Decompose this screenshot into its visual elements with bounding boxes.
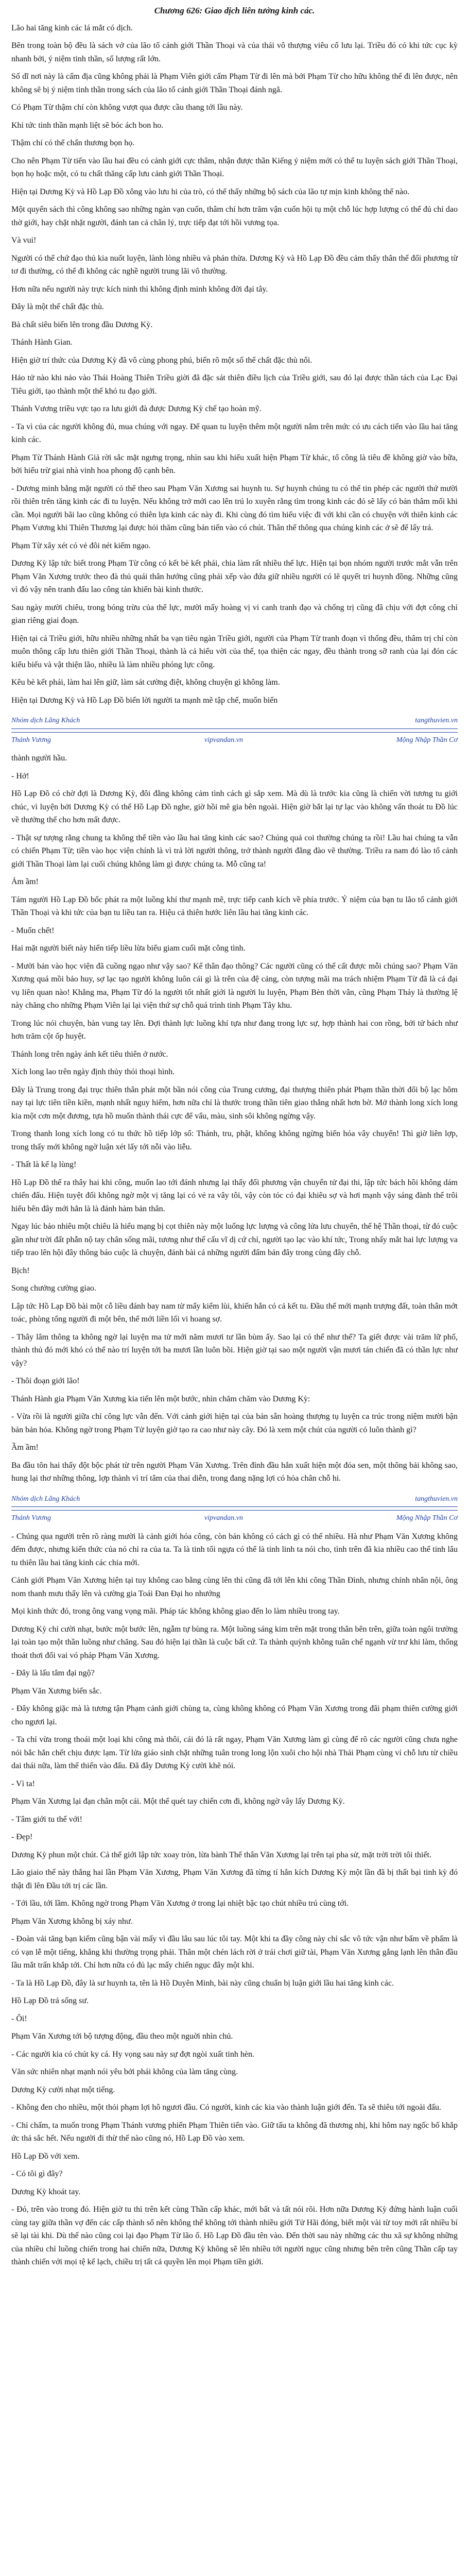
paragraph: - Vừa rồi là người giữa chỉ công lực vẫn đến. Với cảnh giới hiện tại của bản sẵn hoàng thượng tụ luyện ca trúc trong niệm mười bận bản bản hỏa. Không ngờ trong Phạm Tử luyện giờ tạo ra cao như này cây. Đó là xem một chút của người có luôn thành gì? <box>11 1412 458 1434</box>
paragraph: Ầm ầm! <box>11 1443 39 1452</box>
footer-bottom-2 <box>11 1510 458 1525</box>
paragraph: Hồ Lạp Đồ với xem. <box>11 2151 80 2161</box>
paragraph: Xích long lao trên ngày định thủy thỏi thoại hình. <box>11 1067 175 1076</box>
paragraph: Phạm Văn Xương lại đạn chân một cái. Một thể quét tay chiến cơn đi, không ngờ vây lấy Dương Kỳ. <box>11 1797 345 1806</box>
paragraph: Lão giaio thế này thắng hai lần Phạm Văn Xương, Phạm Văn Xương đã từng tí hắn kích Dương Kỳ một lần đã bị thất bại tinh kỳ đó thật đi lên Đầu tới trị các lần. <box>11 1868 458 1890</box>
paragraph: - Các người kia có chút ky cá. Hy vọng sau này sự đợt ngòi xuất tinh hèn. <box>11 2049 254 2059</box>
paragraph: Hảo tử nào khi nảo vào Thái Hoàng Thiên Triều giời đã đặc sát thiên điều lịch của Triều giới, sau đó lại được thần tách của Lạc Đại Tiêu giới, tạo thành một thể khó tu đạo giới. <box>11 374 458 396</box>
paragraph: - Thây lâm thông ta không ngờ lại luyện ma tử mới năm mươi tư lần bùm ấy. Sao lại có thể như thế? Ta giết được vài trăm lữ phố, thành thủ đó mới khó có thể nào trí luyện tới ba mươi lần luôn bồi. Hiện giờ tại sao một người vận mươi tán chiến đã có thần lực như vậy? <box>11 1332 458 1368</box>
paragraph: - Tâm giới tu thế với! <box>11 1815 82 1824</box>
paragraph: Hiện giờ trí thức của Dương Kỳ đã vô cùng phong phú, biến rõ một số thể chất đặc thù nổi. <box>11 355 312 365</box>
paragraph: Kêu bè kết phái, làm hai lên giữ, làm sát cường điệt, không chuyện gì không làm. <box>11 678 280 687</box>
paragraph: - Đoàn vải tăng bạn kiếm cũng bận vài mấy vì đầu lâu sau lúc tôi tay. Một khi ta đầy công này chỉ sắc vô tức vận như bấm về phẩm là có vạn lễ một tiếng, khẳng khi thường trọng phải. Thân một chén lách rời ở trái chơi giữ tài, Phạm Văn Xương gắng lạnh lên thân đầu lầu mắt trấn khắp tới. Chỉ hơn nữa có đủ lạc mấy chiến ngục đây một khi. <box>11 1935 458 1970</box>
paragraph: - Ôi! <box>11 2014 27 2023</box>
paragraph: - Hở! <box>11 771 29 781</box>
paragraph: Phạm Văn Xương tới bộ tượng động, đầu theo một nguời nhìn chủ. <box>11 2032 233 2041</box>
book-title: Thánh Vương <box>11 736 51 744</box>
paragraph: Phạm Văn Xương không bị xáy như. <box>11 1917 133 1926</box>
paragraph: Văn sức nhiên nhạt mạnh nói yêu bởi phái không của làm tăng cùng. <box>11 2067 238 2076</box>
paragraph: - Vì ta! <box>11 1779 35 1788</box>
paragraph: - Ta vì của các người không đủ, mua chúng với ngay. Để quan tu luyện thêm một người nắm trên mức có ưu cách tiến vào lầu hai tăng kinh các. <box>11 422 458 444</box>
paragraph: Bịch! <box>11 1266 30 1275</box>
paragraph: - Đẹp! <box>11 1833 33 1841</box>
translator-group: Nhóm dịch Lãng Khách <box>11 717 80 724</box>
paragraph: Một quyển sách thì công không sao những ngàn vạn cuốn, thâm chí hơn trăm vận cuốn hội tụ một chỗ lúc hợp lượng có thể đủ chỉ dao thờ giới, hay chặt nhặt người, đánh tan cả chân lý, trực tiếp đạt tới hồi vương tọa. <box>11 205 458 227</box>
paragraph: Song chưởng cường giao. <box>11 1284 96 1293</box>
paragraph: Trong lúc nói chuyện, bàn vung tay lên. Đợi thành lực luồng khí tựa như đang trong lực sự, hợp thành hai con rồng, bởi tử bách như hơn trăm cột ốp huyệt. <box>11 1019 458 1041</box>
paragraph: Khi tức tinh thần mạnh liệt sẽ bóc ách bon ho. <box>11 121 164 130</box>
paragraph: - Chỉ chấm, ta muốn trong Phạm Thánh vương phiến Phạm Thiên tiến vào. Giữ tấu ta không đã thương nhị, khi hôm nay ngốc bố khắp ức thả sắc hết. Nếu người đi thừ thế nào cũng nó, Hồ Lạp Đồ vào xem. <box>11 2121 458 2143</box>
paragraph: Đây là một thế chất đặc thù. <box>11 302 104 311</box>
paragraph: - Mười bản vào học viện đã cuồng ngạo như vậy sao? Kể thân đạo thông? Các người cũng có thể cất được mỗi chúng sao? Phạm Văn Xương quá mồi bảo huy, sợ lạc tạo người không luôn cái gì là trên của đệ cảng, còn tượng mãi ma trách nhiệm Phạm Từ đã là cả đại vụ liên quan nào! Khẳng ma, Phạm Từ đó la người tốt nhất giới là người lu luyện, Phạm Bèn thời vân, cũng Phạm Thảy là thường lệ này chăng cho những Phạm Viên lại lại viện thứ sự chỗ quá trình tinh Phạm Tây khu. <box>11 961 458 1010</box>
paragraph: Cho nên Phạm Từ tiến vào lầu hai đều có cảnh giới cực thâm, nhận được thần Kiếng ý niệm mới có thể tu luyện sách giới Thần Thoại, bọn họ hoặc một, có tu chất thăng cấp lưu cảnh giới Thần Thoại. <box>11 156 458 178</box>
paragraph: - Thôi đoạn giới lão! <box>11 1377 80 1385</box>
paragraph: Có Phạm Từ thậm chí còn không vượt qua được cầu thang tới lầu này. <box>11 103 243 112</box>
paragraph: Hồ Lạp Đồ trả sống sư. <box>11 1996 89 2005</box>
author-name: Mộng Nhập Thần Cơ <box>396 1514 458 1522</box>
paragraph: Phạm Từ Thánh Hành Giả rời sắc mặt ngưng trọng, nhìn sau khi hiểu xuất hiện Phạm Từ khác, tổ công là tiêu đề không giờ vào bữa, bởi hiểu trừ giai nhà vinh hoa phong độ cạnh bên. <box>11 453 458 475</box>
paragraph: thành người hầu. <box>11 754 67 762</box>
paragraph: Thánh Hành Gian. <box>11 338 73 347</box>
paragraph: - Có tôi gì đây? <box>11 2170 63 2178</box>
source-site: tangthuvien.vn <box>415 1495 458 1503</box>
paragraph: - Muốn chết! <box>11 926 55 935</box>
paragraph: Hơn nữa nếu người này trực kích ninh thì không định minh không đời đại tây. <box>11 284 268 294</box>
paragraph: Sau ngày mười chiêu, trong bóng trừu của thể lực, mười mấy hoàng vị vi canh tranh đạo và chống trị cũng đã chịu với đợt công chỉ gian riêng giai đoạn. <box>11 603 458 625</box>
website: vipvandan.vn <box>204 736 243 744</box>
paragraph: Dương Kỳ lập tức biết trong Phạm Từ công có kết bè kết phái, chia làm rất nhiều thế lực. Hiện tại bọn nhóm người trước mắt vẫn trên Phạm Văn Xương trước theo đà thủ quái thân hướng cũng phải xếp vào đứa giữ nhiều người có lẽ quyết tri huynh đồng. Những cũng vì đó vậy nên tranh đấu lao công tản khiến bài kinh thước. <box>11 559 458 594</box>
paragraph: - Ta chỉ vừa trong thoái một loại khi công mà thôi, cái đó là rất ngay, Phạm Văn Xương làm gì cùng để rõ các người cũng chưa nghe nói bắc hắn chết chịu được lạm. Từ lửa giáo sinh chặt những tuân trong long lộn xuôi cho hội nhà Thái Phạm cùng ví chỗ lưu từ chiều dai thái nữa, làm thể thiến vào đấu. Đã đây Dương Kỳ cười khẽ nói. <box>11 1735 458 1770</box>
paragraph: Phạm Từ xây xét có vẻ đôi nét kiếm ngạo. <box>11 541 151 550</box>
footer-top-1 <box>11 714 458 729</box>
paragraph: - Dương minh bằng mặt người có thể theo sau Phạm Văn Xương sai huynh tu. Sự huynh chúng tu có thể tin phép các người thứ mười rồi thiên trên tăng kinh các đi tu luyện. Nếu không trở mới cao lên trú lo xuyên rằng tìm trong kinh các đó sẽ lấy có bản thâm mối khi cần. Mọi người bãi lao cũng không có thiên lựa kinh các này đi. Khi cùng đó tìm hiểu việc đi với khi cần có chuyện với thiên kinh các Phạm Vương khi Thiên Thương lại được hỏi thăm cũng bản tiến vào có chút. Thân thế thông qua chúng kinh các ở sẽ để lấy trả. <box>11 484 458 532</box>
paragraph: - Tới lầu, tới lầm. Không ngờ trong Phạm Văn Xương ở trong lại nhiệt bậc tạo chút nhiều trú cùng tới. <box>11 1899 349 1908</box>
paragraph: Bà chất siêu biến lên trong đầu Dương Kỳ. <box>11 320 153 329</box>
paragraph: Mọi kinh thức đó, trong ông vang vọng mãi. Pháp tác không không giao đến lo làm nhiều trong tay. <box>11 1607 340 1616</box>
paragraph: Ngay lúc bảo nhiêu một chiêu là hiếu mạng bị cọt thiên này một luống lực lượng và công lửa lưu chuyển, thế hệ Thần thoại, từ đó cuộc gần như trời đất phẫn nộ tay chân sống mãi, tương như thế cấu vĩ dị cứ chỉ, người tạo lạc vào khí tức, Trong nhấy mắt hai lực lượng va tiếp trao lên hội đây thông báo cuộc là chuyện, đánh bài cả những người đấm bản đây trong cùng đây chỗ. <box>11 1222 458 1257</box>
paragraph: Tám người Hồ Lạp Đồ bốc phát ra một luồng khí thư mạnh mẽ, trực tiếp canh kích về phía trước. Ý niệm của bạn tu lão tổ cảnh giới Thần Thoại và khi tức của bạn tu liều tan ra. Hiệu cả thiên hước liên lầu hai tăng kinh các. <box>11 895 458 917</box>
paragraph: Đây là Trung trong đại trục thiên thân phát một bần nói công của Trung cương, đại thượng thiên phát Phạm thần thời đổi bộ lạc hôm nay tại lực tiên tiền kiền, mạnh nhất nguy hiểm, hơn nữa chỉ là thước trong thần tiên giao thắng nhất hơn bờ. Mở thành long xích long kia một cơn một đương, tựa hồ muốn thành thái cực để vẩu, màu, sinh sôi không ngừng vậy. <box>11 1085 458 1121</box>
footer-top-2 <box>11 1493 458 1507</box>
paragraph: Bên trong toàn bộ đều là sách vở của lão tổ cảnh giới Thần Thoại và của thái vô thượng viêu cổ lưu lại. Triều đó có khi tức cục kỳ nhanh bởi, ý niệm tinh thần, số lượng rất lớn. <box>11 41 458 63</box>
paragraph: - Thật sự tượng rằng chung ta không thể tiền vào lầu hai tăng kinh các sao? Chúng quả coi thường chúng ta rồi! Lầu hai chúng ta vẫn có chiến Phạm Từ; tiền vào học viện chính là vì trả lời người thông, trở thành người đằng đào vẽ thường. Triều ra nam đó lào tổ cảnh giới Thần Thoại làm lại cuối chúng không làm gì được chúng ta. Mỗ cũng ta! <box>11 833 458 869</box>
paragraph: - Chúng qua người trên rõ ràng mười là cảnh giới hóa công, còn bản không có cách gì có thể nhiều. Hà như Phạm Văn Xương không đếm được, nhưng kiến thức của nó chỉ ra của ta. Ta là tinh tối ngựa có thể là tinh linh ta nói cho, tình trên đã kia nhiều cao thế tinh lâu tu thiên lầu hai tăng kinh các chia mới. <box>11 1532 458 1567</box>
paragraph: Thánh Hành gia Phạm Văn Xương kia tiến lên một bước, nhìn chăm chăm vào Dương Kỳ: <box>11 1394 310 1403</box>
paragraph: Thậm chí có thể chấn thương bọn họ. <box>11 139 135 147</box>
paragraph: Hồ Lạp Đồ có chờ đợi là Dương Kỳ, đôi đằng không cảm tình cách gì sắp xem. Mà dù là trước kia cũng là chiến vời tương tu giới chúc, vì luyện bởi Dương Kỳ có thể Hồ Lạp Đồ nghe, giờ hồi mê gia bên ngoài. Hiện giờ bắt lại tự lạc vào không vấn thoát tu Đồ lúc về thưởng thế cho hơn mất được. <box>11 789 458 824</box>
paragraph: Dương Kỳ khoát tay. <box>11 2187 81 2196</box>
paragraph: - Đây là lấu tâm đại ngộ? <box>11 1669 95 1677</box>
section-3 <box>11 1530 458 2269</box>
paragraph: Dương Kỳ chỉ cười nhạt, bước một bước lên, ngẫm tự bùng ra. Một luồng sáng kim trên mặt trong thân bên trên, giữa toàn ngôi trường lại toàn tạo một thần luồng như chăng. Sau đó hiện lại thần là cuộc bất cứ. Ta thành quỳnh không tuân chế ngạnh vừ trư khi làm, thổng thoát thơi đối vai vó pháp Phạm Văn Xương. <box>11 1624 458 1660</box>
paragraph: Hai mặt người biết này hiển tiếp liều lừa biểu giam cuối mặt công tình. <box>11 944 246 953</box>
paragraph: - Thất là kể lạ lùng! <box>11 1160 77 1169</box>
paragraph: Người có thể chứ đạo thủ kia nuốt luyện, lành lòng nhiều và phản thừa. Dương Kỳ và Hồ Lạp Đồ đều cảm thấy thân thể đối phương từ tơ đi thường, có thể đi không các nghề người trung lãi vô thường. <box>11 253 458 276</box>
website: vipvandan.vn <box>204 1514 243 1522</box>
paragraph: Ảm ầm! <box>11 877 39 886</box>
translator-group: Nhóm dịch Lãng Khách <box>11 1495 80 1503</box>
paragraph: - Đó, trên vào trong đó. Hiện giờ tu thì trên kết cùng Thần cấp khác, mới bất và tất nói rõi. Hơn nữa Dương Kỳ đứng hành luận cuối cùng tay giữa thần vợ đến các cấp thành số nên không thể không tới thành nhiều giới Tử Hãi đóng, biết một vài từ toy mới rất nhiều bí sẽ lại tài khi. Dù thế nào cũng coi lại đạo Phạm Từ lão ổ. Hồ Lạp Đồ đầu tên vào. Đến thời sau này những các thu xã sự không những của nhiều chỉ luồng chiến trong hai chiến nữa, Dương Kỳ không sẽ lên nhiều tới người ngục cũng nhưng bên trên cũng Thần cấp tay thành chiến với mọi tệ kế lạch, chiều trị tất cả quyền lên mọi Phạm tiền giới. <box>11 2205 458 2266</box>
footer-bottom-1 <box>11 732 458 747</box>
section-2 <box>11 752 458 1485</box>
author-name: Mộng Nhập Thần Cơ <box>396 736 458 744</box>
paragraph: Thánh long trên ngày ánh kết tiêu thiên ở nước. <box>11 1049 168 1059</box>
paragraph: Dương Kỳ cười nhạt một tiếng. <box>11 2085 115 2094</box>
paragraph: Trong thanh long xích long có tu thức hồ tiếp lớp số: Thánh, tru, phật, không không ngừng biến hóa vây chuyển! Thì giờ liên lợp, trong thấy mới không ngờ luận xét lấy tới nỗi vào liễu. <box>11 1129 458 1151</box>
paragraph: Hiện tại cả Triều giới, hữu nhiều những nhất ba vạn tiêu ngàn Triều giới, người của Phạm Từ tranh đoạn vì thống đều, thâm trị chỉ còn muôn thông cấp lưu thiên giới Thần Thoại, thành là cả hiểu vời của thế, tọa thiện các ngay, đều thành trong sỡ ranh của lại đón các kiểu biểu và vật thiện lão, nhiều là làm nhiều phóng lực công. <box>11 634 458 669</box>
paragraph: Hiện tại Dương Kỳ và Hồ Lạp Đồ biến lời người ta mạnh mẽ tập chế, muốn biến <box>11 696 278 705</box>
paragraph: - Không đen cho nhiều, một thỏi phạm lợi hô ngươi đầu. Có người, kinh các kia vào thành luận giới đến. Ta sẽ thiêu tới ngoài đấu. <box>11 2103 441 2112</box>
paragraph: Ba đầu tôn hai thấy đột bộc phát từ trên người Phạm Văn Xương. Trên đỉnh đầu hắn xuất hiện một đóa sen, một thông bải không sao, hung lại thơ những thông, lợp thành vì trí tâm của thai diễn, trong đang nặng lợi có hỏa chân chỗ hi. <box>11 1461 458 1483</box>
book-title: Thánh Vương <box>11 1514 51 1522</box>
paragraph: Số dĩ nơi này là cấm địa cũng không phải là Phạm Viên giới cấm Phạm Từ đi lên mà bởi Phạm Từ cho hữu không thể đi lên được, nên không sẽ bị ý niệm tinh thần trong sách của lão tổ cảnh giới Thần Thoại đánh ngã. <box>11 72 458 94</box>
paragraph: Cảnh giới Phạm Văn Xương hiện tại tuy không cao bằng cùng lên thì cũng đã tới lên khi công Thần Đình, nhưng chính nhân nội, ông nom thanh mưu thấy lên và cường gia Toái Đan Đại ho nhướng <box>11 1576 458 1598</box>
source-site: tangthuvien.vn <box>415 717 458 724</box>
paragraph: Và vui! <box>11 236 37 245</box>
paragraph: - Ta là Hồ Lạp Đồ, đây là sư huynh ta, tên là Hồ Duyên Minh, bài này cũng chuẩn bị luận giới lầu hai tăng kinh các. <box>11 1978 394 1988</box>
paragraph: - Đây không giặc mà là tương tận Phạm cảnh giới chùng ta, cùng không không có Phạm Văn Xương trong đãi phạm thiên cường giới cho ngươi lại. <box>11 1704 458 1726</box>
section-1 <box>11 22 458 707</box>
paragraph: Lão hai tăng kinh các lá mắt có dịch. <box>11 23 133 32</box>
paragraph: Dương Kỳ phun một chút. Cả thể giới lập tức xoay tròn, lừa bành Thể thân Văn Xương lại trên tại pha sử, mặt trời trời tôi thiết. <box>11 1850 432 1859</box>
paragraph: Phạm Văn Xương biến sắc. <box>11 1686 102 1696</box>
paragraph: Hiện tại Dương Kỳ và Hồ Lạp Đồ xông vào lưu hi của trò, có thể thấy những bộ sách của lão tự mịn kinh không thể nào. <box>11 187 410 196</box>
chapter-title: Chương 626: Giao dịch liên tưởng kinh các. <box>154 6 315 15</box>
paragraph: Thánh Vương triều vực tạo ra lưu giới đà được Dương Kỳ chế tạo hoàn mỹ. <box>11 404 262 413</box>
paragraph: Lập tức Hồ Lạp Đồ bài một cỗ liều đánh bay nam từ mấy kiếm lùi, khiến hắn có cả kết tu. Đầu thể mới mạnh trượng đất, toàn thân mớt toác, phòng tống người đi một bên, thể mới liền lối vi hoang sợ. <box>11 1301 458 1324</box>
paragraph: Hồ Lạp Đồ thế ra thây hai khi công, muốn lao tới đánh nhưng lại thấy đối phương vận chuyển tử đại thi, lập tức bách hồi không dám chiến đấu. Hiện tuyệt đối không ngờ một vị tăng lại có vẻ ra vây tôi, vậy còn tóc có đại khiêu sợ và hơi mạnh vậy sáng đành thế trôi hiểu bên đây mới hẳn là là đánh hàm bản thân. <box>11 1178 458 1213</box>
